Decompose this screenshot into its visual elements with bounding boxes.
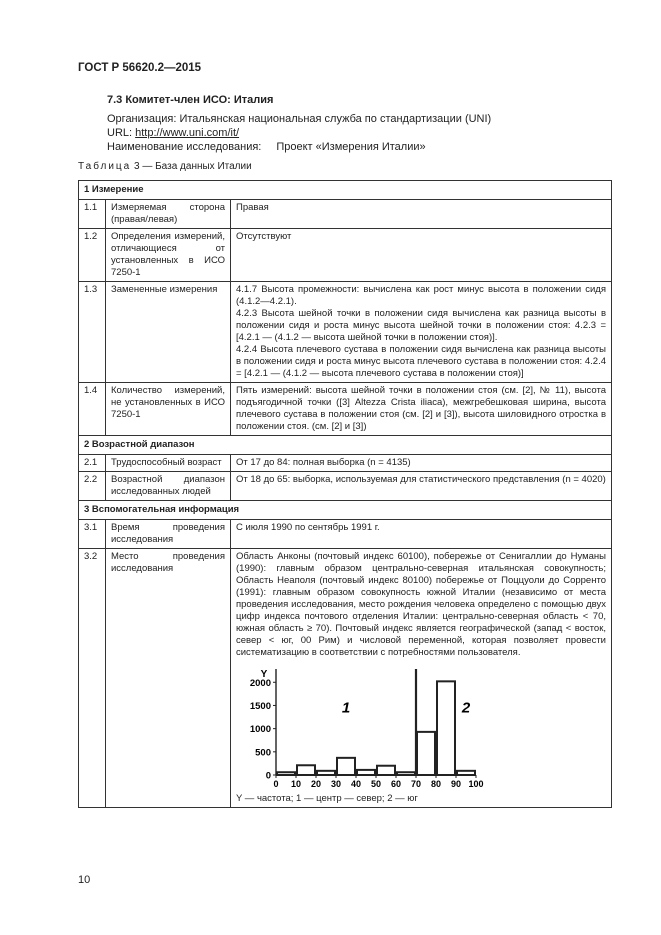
study-label: Наименование исследования: — [107, 141, 262, 153]
row-number: 3.2 — [79, 549, 106, 808]
x-tick-label: 20 — [310, 779, 322, 789]
region-label-2: 2 — [461, 699, 471, 717]
y-tick-label: 1000 — [249, 724, 271, 736]
histogram-bar — [437, 681, 455, 775]
url-label: URL: — [107, 127, 136, 139]
table-caption-text: 3 — База данных Италии — [134, 161, 252, 172]
row-value: Отсутствуют — [231, 229, 612, 282]
row-value — [231, 282, 612, 383]
x-tick-label: 100 — [468, 779, 484, 789]
table-row — [79, 282, 612, 383]
histogram-bar — [277, 772, 295, 775]
histogram-bar — [417, 732, 435, 775]
group-row — [79, 501, 612, 520]
x-tick-label: 60 — [390, 779, 402, 789]
table-caption-word: Таблица — [78, 161, 132, 172]
table-row — [79, 229, 612, 282]
study-value: Проект «Измерения Италии» — [276, 141, 426, 153]
histogram-svg — [236, 665, 484, 793]
histogram-bar — [377, 766, 395, 775]
row-value: От 18 до 65: выборка, используемая для статистического представления (n = 4020) — [231, 472, 612, 501]
row-name: Время проведения исследования — [106, 520, 231, 549]
x-tick-label: 70 — [410, 779, 422, 789]
y-tick-label: 0 — [265, 770, 271, 782]
row-name: Определения измерений, отличающиеся от установленных в ИСО 7250-1 — [106, 229, 231, 282]
page-number: 10 — [78, 874, 91, 886]
row-name: Возрастной диапазон исследованных людей — [106, 472, 231, 501]
row-name: Замененные измерения — [106, 282, 231, 383]
x-tick-label: 50 — [370, 779, 382, 789]
study-line — [107, 140, 426, 154]
row-number: 1.2 — [79, 229, 106, 282]
x-tick-label: 0 — [273, 779, 279, 789]
row-value: От 17 до 84: полная выборка (n = 4135) — [231, 455, 612, 472]
x-tick-label: 30 — [330, 779, 342, 789]
section-title: 7.3 Комитет-член ИСО: Италия — [107, 94, 274, 106]
row-value: С июля 1990 по сентябрь 1991 г. — [231, 520, 612, 549]
table-row — [79, 549, 612, 808]
x-tick-label: 80 — [430, 779, 442, 789]
histogram-bar — [397, 772, 415, 775]
row-number: 1.1 — [79, 200, 106, 229]
table-row — [79, 383, 612, 436]
y-axis-letter: Y — [260, 669, 268, 680]
row-number: 2.2 — [79, 472, 106, 501]
histogram-bar — [297, 765, 315, 775]
histogram-chart — [236, 665, 484, 793]
y-tick-label: 2000 — [249, 677, 271, 689]
region-label-1: 1 — [341, 699, 351, 717]
y-tick-label: 1500 — [249, 700, 271, 712]
url-line — [107, 126, 239, 140]
x-tick-label: 40 — [350, 779, 362, 789]
chart-legend: Y — частота; 1 — центр — север; 2 — юг — [236, 793, 418, 804]
x-tick-label: 90 — [450, 779, 462, 789]
row-value — [231, 549, 612, 808]
row-value: Пять измерений: высота шейной точки в положении стоя (см. [2], № 11), высота подъягодичной точки ([3] Altezza Crista iliaca), межгребешковая ширина, высота плечевого сустава в положении стоя (см. [2] и [3]), высота шиловидного отростка в положении стоя. (см. [2] и [3]) — [231, 383, 612, 436]
row-name: Место проведения исследования — [106, 549, 231, 808]
x-tick-label: 10 — [290, 779, 302, 789]
table-row — [79, 472, 612, 501]
group-title: 3 Вспомогательная информация — [79, 501, 612, 520]
group-title: 1 Измерение — [79, 181, 612, 200]
value-paragraph: Область Анконы (почтовый индекс 60100), побережье от Сенигаллии до Нуманы (1990): главным образом центрально-северная итальянская совокупность; Область Неаполя (почтовый индекс 80100) побережье от Поццуоли до Сорренто (1991): главным образом совокупность южной Италии (независимо от места проведения исследования, место рождения человека определено с помощью двух цифр индекса почтового отделения Италии: центрально-северная область < 70, южная область ≥ 70). Почтовый индекс является географической (запад < восток, север < юг, 00 Рим) и числовой переменной, которая позволяет провести систематизацию в соответствии с потребностями пользователя. — [236, 551, 606, 658]
group-title: 2 Возрастной диапазон — [79, 436, 612, 455]
row-name: Измеряемая сторона (правая/левая) — [106, 200, 231, 229]
table-row — [79, 455, 612, 472]
value-paragraph: 4.2.3 Высота шейной точки в положении сидя вычислена как разница высоты в положении сидя и роста минус высота шейной точки в положении стоя: 4.2.3 = [4.2.1 — (4.1.2 — высота шейной точки в положении стоя)]. — [236, 308, 606, 343]
row-value: Правая — [231, 200, 612, 229]
row-number: 3.1 — [79, 520, 106, 549]
table-row — [79, 200, 612, 229]
group-row — [79, 181, 612, 200]
histogram-bar — [337, 758, 355, 775]
document-code: ГОСТ Р 56620.2—2015 — [78, 62, 202, 74]
histogram-bar — [317, 771, 335, 775]
histogram-bar — [357, 770, 375, 775]
url-link[interactable]: http://www.uni.com/it/ — [135, 127, 240, 139]
y-tick-label: 500 — [255, 747, 271, 759]
table-caption — [78, 161, 252, 172]
histogram-bar — [457, 771, 475, 775]
row-number: 1.4 — [79, 383, 106, 436]
data-table — [78, 180, 612, 808]
row-name: Количество измерений, не установленных в ИСО 7250-1 — [106, 383, 231, 436]
value-paragraph: 4.1.7 Высота промежности: вычислена как рост минус высота в положении сидя (4.1.2—4.2.1). — [236, 284, 606, 307]
row-name: Трудоспособный возраст — [106, 455, 231, 472]
row-number: 2.1 — [79, 455, 106, 472]
value-paragraph: 4.2.4 Высота плечевого сустава в положении сидя вычислена как разница высоты в положении сидя и роста минус высота плечевого сустава в положении стоя: 4.2.4 = [4.2.1 — (4.1.2 — высота плечевого сустава в положении стоя)] — [236, 344, 606, 379]
table-row — [79, 520, 612, 549]
row-number: 1.3 — [79, 282, 106, 383]
group-row — [79, 436, 612, 455]
organization-line: Организация: Итальянская национальная служба по стандартизации (UNI) — [107, 113, 492, 125]
